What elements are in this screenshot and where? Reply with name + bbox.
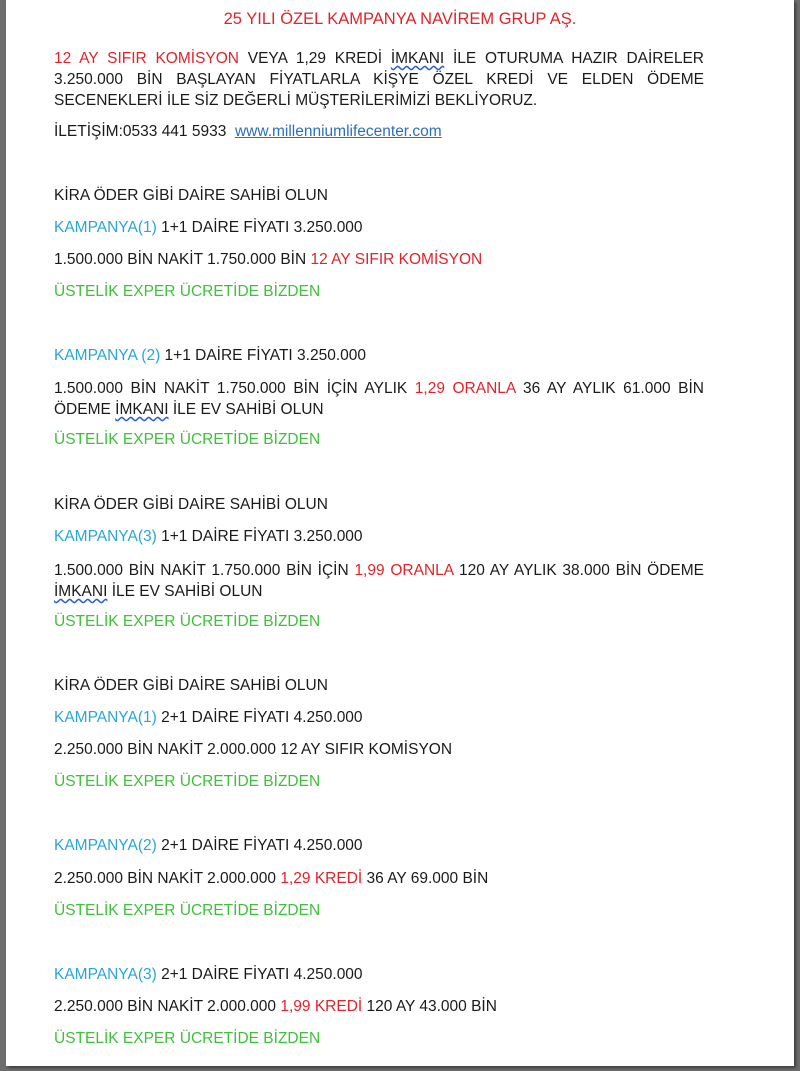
intro-paragraph [54, 48, 704, 111]
block3-campaign-line [54, 527, 363, 547]
block4-payment-line: 2.250.000 BİN NAKİT 2.000.000 12 AY SIFIR KOMİSYON [54, 741, 453, 758]
contact-label: İLETİŞİM:0533 441 5933 [54, 123, 227, 140]
block2-payment-highlight: 1,29 ORANLA [414, 380, 516, 397]
block2-campaign-label: KAMPANYA (2) [54, 347, 161, 364]
intro-highlight: 12 AY SIFIR KOMİSYON [54, 50, 239, 67]
block6-payment-line [54, 997, 497, 1017]
document-page [6, 0, 794, 1066]
block5-bonus: ÜSTELİK EXPER ÜCRETİDE BİZDEN [54, 902, 321, 919]
block1-heading: KİRA ÖDER GİBİ DAİRE SAHİBİ OLUN [54, 187, 328, 204]
block5-payment-text-b: 36 AY 69.000 BİN [362, 870, 489, 887]
block6-payment-highlight: 1,99 KREDİ [280, 998, 363, 1015]
block4-price: 2+1 DAİRE FİYATI 4.250.000 [156, 709, 363, 726]
block3-flagged-word: İMKANI [54, 583, 108, 600]
block6-price: 2+1 DAİRE FİYATI 4.250.000 [156, 966, 363, 983]
block1-bonus: ÜSTELİK EXPER ÜCRETİDE BİZDEN [54, 283, 321, 300]
block2-payment-text-c: İLE EV SAHİBİ OLUN [168, 401, 324, 418]
website-link[interactable]: www.millenniumlifecenter.com [234, 123, 442, 140]
intro-flagged-word: İMKANI [390, 50, 445, 67]
block3-bonus: ÜSTELİK EXPER ÜCRETİDE BİZDEN [54, 613, 321, 630]
block2-bonus: ÜSTELİK EXPER ÜCRETİDE BİZDEN [54, 431, 321, 448]
block1-price: 1+1 DAİRE FİYATI 3.250.000 [156, 219, 363, 236]
block2-payment-text-a: 1.500.000 BİN NAKİT 1.750.000 BİN İÇİN AYLIK [54, 380, 415, 397]
block5-campaign-line [54, 836, 363, 856]
block3-price: 1+1 DAİRE FİYATI 3.250.000 [156, 528, 363, 545]
block4-campaign-line [54, 708, 363, 728]
block2-price: 1+1 DAİRE FİYATI 3.250.000 [160, 347, 367, 364]
block1-campaign-label: KAMPANYA(1) [54, 219, 157, 236]
block3-payment-text-c: İLE EV SAHİBİ OLUN [107, 583, 263, 600]
block3-payment-paragraph [54, 560, 704, 602]
block1-payment-highlight: 12 AY SIFIR KOMİSYON [310, 251, 483, 268]
block5-price: 2+1 DAİRE FİYATI 4.250.000 [156, 837, 363, 854]
block6-campaign-line [54, 965, 363, 985]
block3-campaign-label: KAMPANYA(3) [54, 528, 157, 545]
intro-text-b: İLE OTURUMA HAZIR DAİRELER 3.250.000 BİN BAŞLAYAN FİYATLARLA KİŞYE ÖZEL KREDİ VE ELDEN ÖDEME SECENEKLERİ İLE SİZ DEĞERLİ MÜŞTERİLERİMİZİ BEKLİYORUZ. [54, 50, 704, 109]
block1-payment-line [54, 250, 482, 270]
block5-payment-text-a: 2.250.000 BİN NAKİT 2.000.000 [54, 870, 281, 887]
block6-bonus: ÜSTELİK EXPER ÜCRETİDE BİZDEN [54, 1030, 321, 1047]
block5-campaign-label: KAMPANYA(2) [54, 837, 157, 854]
block3-payment-highlight: 1,99 ORANLA [354, 562, 454, 579]
block6-campaign-label: KAMPANYA(3) [54, 966, 157, 983]
block1-campaign-line [54, 218, 363, 238]
block5-payment-line [54, 869, 488, 889]
block3-payment-text-b: 120 AY AYLIK 38.000 BİN ÖDEME [453, 562, 705, 579]
contact-line [54, 122, 442, 142]
block5-payment-highlight: 1,29 KREDİ [280, 870, 363, 887]
block2-campaign-line [54, 346, 366, 366]
intro-text-a: VEYA 1,29 KREDİ [239, 50, 391, 67]
block2-payment-text-b: 36 AY AYLIK 61.000 BİN ÖDEME [54, 380, 704, 418]
block1-payment-text: 1.500.000 BİN NAKİT 1.750.000 BİN [54, 251, 311, 268]
block4-heading: KİRA ÖDER GİBİ DAİRE SAHİBİ OLUN [54, 677, 328, 694]
block4-campaign-label: KAMPANYA(1) [54, 709, 157, 726]
block6-payment-text-b: 120 AY 43.000 BİN [362, 998, 497, 1015]
block6-payment-text-a: 2.250.000 BİN NAKİT 2.000.000 [54, 998, 281, 1015]
block2-flagged-word: İMKANI [115, 401, 169, 418]
block3-payment-text-a: 1.500.000 BİN NAKİT 1.750.000 BİN İÇİN [54, 562, 355, 579]
block2-payment-paragraph [54, 378, 704, 420]
block4-bonus: ÜSTELİK EXPER ÜCRETİDE BİZDEN [54, 773, 321, 790]
page-title: 25 YILI ÖZEL KAMPANYA NAVİREM GRUP AŞ. [223, 10, 577, 28]
block3-heading: KİRA ÖDER GİBİ DAİRE SAHİBİ OLUN [54, 496, 328, 513]
